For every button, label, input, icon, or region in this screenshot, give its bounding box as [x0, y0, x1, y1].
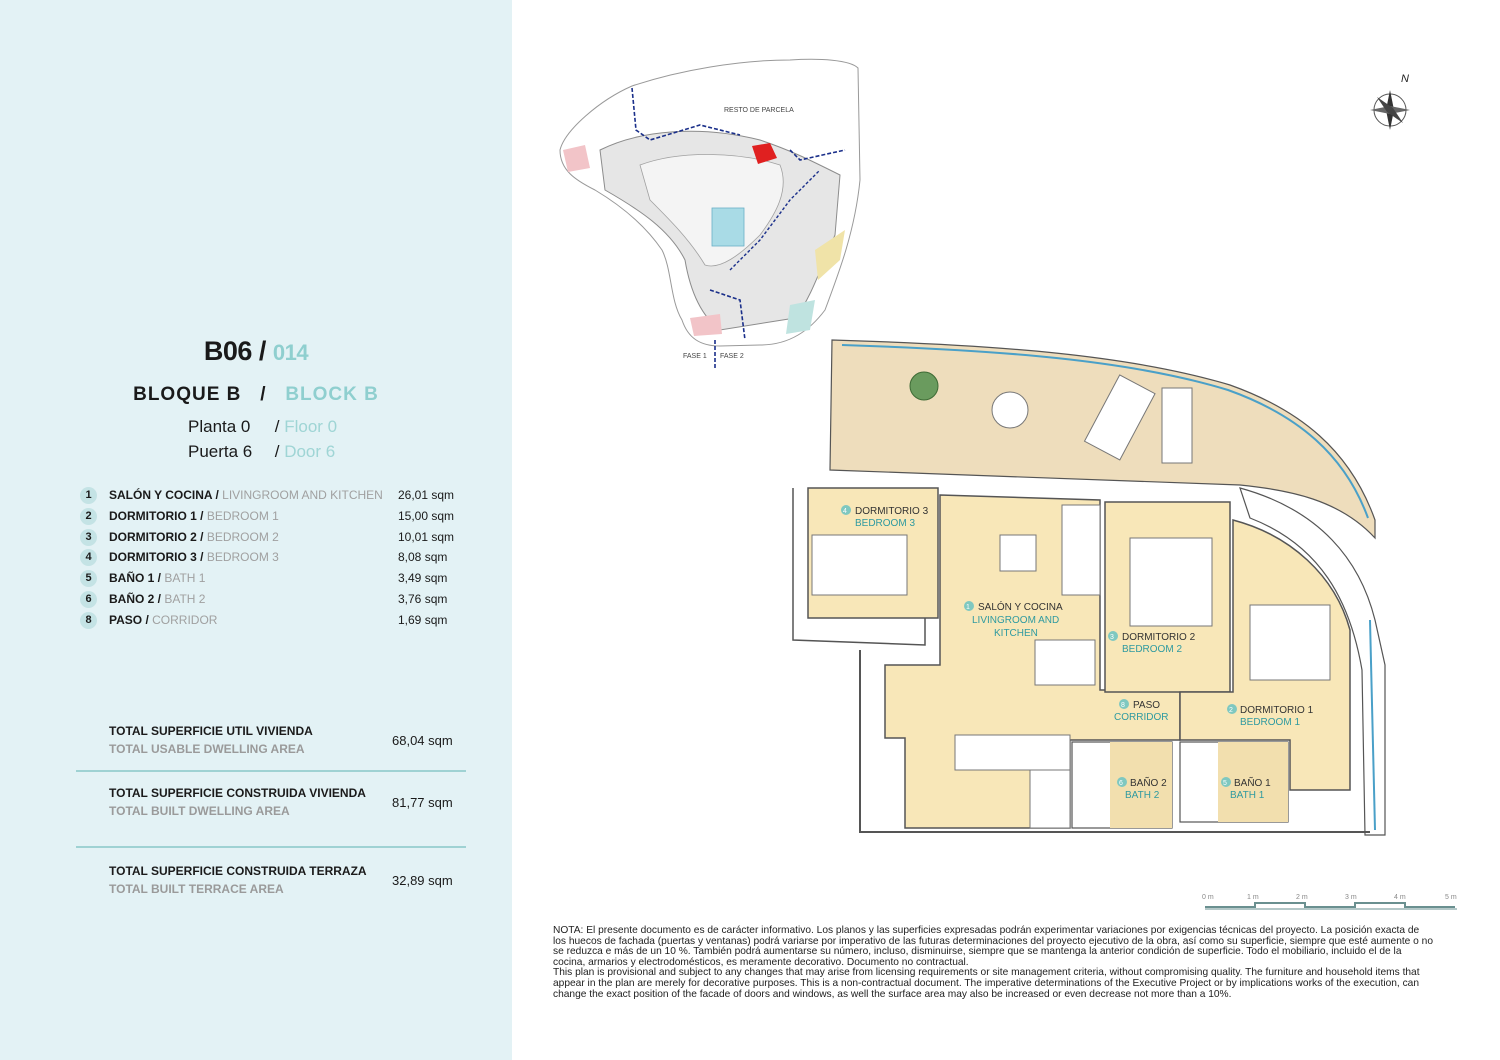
scale-bar [1195, 890, 1470, 912]
room-name: BAÑO 1 / BATH 1 [109, 571, 206, 586]
coffee-table [1000, 535, 1036, 571]
label-number: 8 [1121, 702, 1125, 709]
scale-tick-label: 2 m [1296, 894, 1308, 901]
room-number-badge: 1 [80, 487, 97, 504]
site-phase1-label: FASE 1 [683, 353, 707, 360]
door-en: Door 6 [284, 442, 336, 461]
label-room-en: BATH 2 [1125, 790, 1160, 801]
note-en: This plan is provisional and subject to any changes that may arise from licensing requirements or site management criteria, without compromising quality. The furniture and household items that appear in the plan are merely for decorative purposes. This is a non-contractual document. The imperative determinations of the Executive Project or by implications works of the execution, can change the exact position of the facade of doors and windows, as well the surface area may also be increased or even decrease not more than a 10%. [553, 967, 1420, 1000]
total-label-en: TOTAL USABLE DWELLING AREA [109, 742, 305, 756]
totals-section [76, 724, 466, 908]
total-label-es: TOTAL SUPERFICIE CONSTRUIDA TERRAZA [109, 864, 367, 878]
unit-number: 014 [272, 340, 309, 365]
room-number-badge: 3 [80, 529, 97, 546]
unit-code: B06 [203, 336, 252, 366]
total-label-en: TOTAL BUILT TERRACE AREA [109, 882, 284, 896]
scale-tick-label: 4 m [1394, 894, 1406, 901]
floor-row [188, 417, 337, 437]
total-value: 68,04 sqm [392, 733, 453, 748]
floor-separator: / [274, 417, 280, 436]
room-area: 8,08 sqm [398, 550, 448, 565]
disclaimer-note [553, 926, 1433, 1000]
room-name: BAÑO 2 / BATH 2 [109, 591, 206, 606]
label-number: 5 [1223, 780, 1227, 787]
label-room-en: CORRIDOR [1114, 712, 1169, 723]
room-name: SALÓN Y COCINA / LIVINGROOM AND KITCHEN [109, 488, 383, 502]
room-number-badge: 8 [80, 612, 97, 629]
kitchen-counter [955, 735, 1070, 770]
room-row [80, 507, 470, 528]
door-row [188, 442, 335, 462]
bed-1 [1250, 605, 1330, 680]
door-separator: / [274, 442, 280, 461]
room-name: PASO / CORRIDOR [109, 612, 218, 627]
room-row [80, 569, 470, 590]
site-phase2-label: FASE 2 [720, 353, 744, 360]
bed-3 [812, 535, 907, 595]
room-name: DORMITORIO 1 / BEDROOM 1 [109, 508, 279, 523]
sofa [1062, 505, 1100, 595]
room-area: 3,76 sqm [398, 591, 448, 606]
label-number: 2 [1229, 707, 1233, 714]
info-panel [0, 0, 512, 1060]
label-room-en: BEDROOM 1 [1240, 717, 1301, 728]
kitchen-counter-side [1030, 770, 1070, 828]
room-row [80, 590, 470, 611]
room-area: 26,01 sqm [398, 488, 455, 502]
block-es: BLOQUE B [133, 384, 242, 405]
title-separator: / [258, 336, 266, 366]
bed-2 [1130, 538, 1212, 626]
room-number-badge: 2 [80, 508, 97, 525]
label-number: 3 [1110, 634, 1114, 641]
room-number-badge: 5 [80, 570, 97, 587]
label-room-es: BAÑO 1 [1234, 778, 1271, 789]
label-room-es: DORMITORIO 1 [1240, 705, 1314, 716]
scale-tick-label: 3 m [1345, 894, 1357, 901]
label-room-es: PASO [1133, 700, 1161, 711]
label-room-es: BAÑO 2 [1130, 778, 1167, 789]
room-number-badge: 6 [80, 591, 97, 608]
total-value: 81,77 sqm [392, 795, 453, 810]
label-room-es: DORMITORIO 3 [855, 506, 929, 517]
total-label-es: TOTAL SUPERFICIE CONSTRUIDA VIVIENDA [109, 786, 366, 800]
label-number: 1 [966, 604, 970, 611]
room-row [80, 548, 470, 569]
scale-tick-label: 5 m [1445, 894, 1457, 901]
room-area: 3,49 sqm [398, 571, 448, 586]
block-line: BLOQUE B / BLOCK B [133, 384, 379, 405]
label-room-en: LIVINGROOM AND [972, 615, 1060, 626]
dining-table [1035, 640, 1095, 685]
total-value: 32,89 sqm [392, 873, 453, 888]
label-room-es: DORMITORIO 2 [1122, 632, 1196, 643]
planter [910, 372, 938, 400]
site-pool [712, 208, 744, 246]
label-room-en: BATH 1 [1230, 790, 1265, 801]
room-list [80, 486, 470, 632]
label-room-es: SALÓN Y COCINA [978, 602, 1063, 613]
total-label-en: TOTAL BUILT DWELLING AREA [109, 804, 290, 818]
unit-title [0, 336, 512, 367]
label-room-en: BEDROOM 2 [1122, 644, 1183, 655]
scale-tick-label: 1 m [1247, 894, 1259, 901]
lounger-2 [1162, 388, 1192, 463]
room-name: DORMITORIO 3 / BEDROOM 3 [109, 550, 279, 565]
label-room-en: BEDROOM 3 [855, 518, 916, 529]
room-area: 15,00 sqm [398, 508, 455, 523]
total-usable [76, 724, 466, 770]
room-name: DORMITORIO 2 / BEDROOM 2 [109, 529, 279, 544]
north-arrow-icon [1365, 70, 1420, 135]
door-es: Puerta 6 [188, 442, 253, 461]
floor-es: Planta 0 [188, 417, 251, 436]
total-terrace [76, 848, 466, 908]
total-built [76, 772, 466, 846]
room-area: 10,01 sqm [398, 529, 455, 544]
north-label: N [1401, 73, 1409, 85]
room-number-badge: 4 [80, 549, 97, 566]
note-es: NOTA: El presente documento es de carácter informativo. Los planos y las superficies expresadas podrán experimentar variaciones por exigencias técnicas del proyecto. La posición exacta de los huecos de fachada (puertas y ventanas) podrá variarse por imperativo de las futuras determinaciones del proyecto ejecutivo de la obra, así como su superficie, siempre que esté aumente o no se reduzca e más de un 10 %. También podrá aumentarse su número, incluso, disminuirse, siempre que se mantenga la anterior condición de superficie. Todo el mobiliario, incluido el de la cocina, armarios y electrodomésticos, es meramente decorativo. Documento no contractual. [553, 925, 1434, 968]
label-number: 6 [1119, 780, 1123, 787]
label-room-en: KITCHEN [994, 628, 1038, 639]
scale-tick-label: 0 m [1202, 894, 1214, 901]
label-number: 4 [843, 508, 847, 515]
terrace-table [992, 392, 1028, 428]
total-label-es: TOTAL SUPERFICIE UTIL VIVIENDA [109, 724, 313, 738]
floor-en: Floor 0 [284, 417, 338, 436]
room-row [80, 486, 470, 507]
site-parcel-label: RESTO DE PARCELA [724, 107, 794, 114]
block-en: BLOCK B [285, 384, 379, 405]
room-area: 1,69 sqm [398, 612, 448, 627]
room-row [80, 611, 470, 632]
floor-plan [785, 328, 1395, 848]
room-row [80, 528, 470, 549]
